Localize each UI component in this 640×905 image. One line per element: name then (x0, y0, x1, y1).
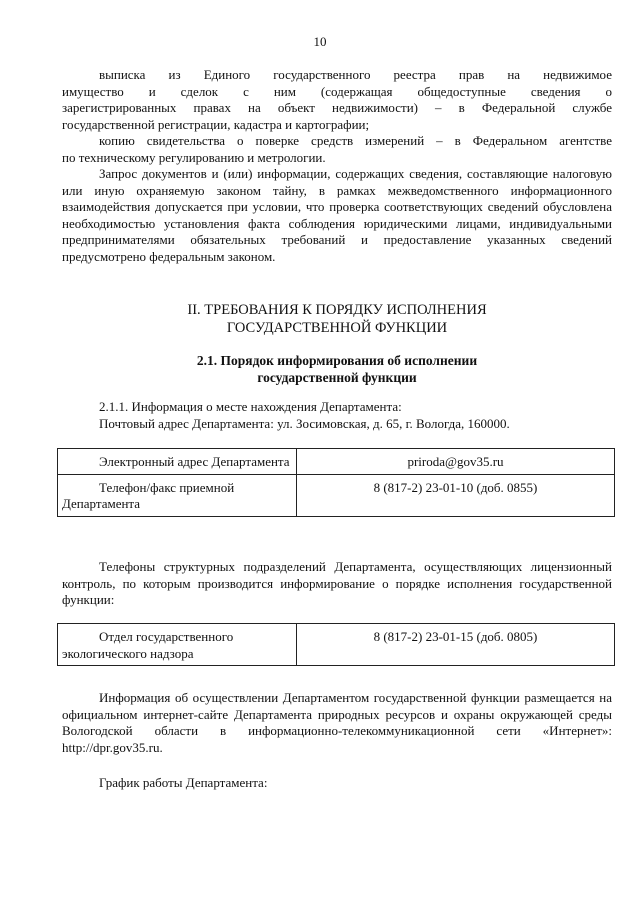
page-number: 10 (313, 34, 327, 49)
intro-line-1: выписка из Единого государственного реестра прав на недвижимое (99, 67, 612, 82)
website-paragraph: Информация об осуществлении Департаментом государственной функции размещается на официальном интернет-сайте Департамента природных ресурсов и охраны окружающей среды Вологодской области в информационно-телекоммуникационной сети «Интернет»: http://dpr.gov35.ru. (62, 690, 612, 755)
intro-block (62, 67, 612, 265)
table-row (58, 474, 615, 516)
table-row (58, 449, 615, 475)
subsection-title-line-1: 2.1. Порядок информирования об исполнении (196, 353, 478, 368)
division-value: 8 (817-2) 23-01-15 (доб. 0805) (297, 624, 615, 666)
subsection-title (62, 352, 612, 386)
location-block (62, 399, 612, 432)
section-title-line-2: ГОСУДАРСТВЕННОЙ ФУНКЦИИ (226, 320, 448, 336)
location-line-1: 2.1.1. Информация о месте нахождения Департамента: (99, 399, 402, 414)
email-value: priroda@gov35.ru (297, 449, 615, 475)
phone-fax-label: Телефон/факс приемной Департамента (58, 474, 297, 516)
location-line-2: Почтовый адрес Департамента: ул. Зосимовская, д. 65, г. Вологда, 160000. (99, 415, 510, 431)
phone-fax-value: 8 (817-2) 23-01-10 (доб. 0855) (297, 474, 615, 516)
section-title (62, 301, 612, 337)
phones-intro-paragraph: Телефоны структурных подразделений Департамента, осуществляющих лицензионный контроль, по которым производится информирование о порядке исполнения государственной функции: (62, 559, 612, 607)
intro-line-2: имущество и сделок с ним (содержащая общедоступные сведения о (62, 83, 612, 99)
intro-line-6: по техническому регулированию и метрологии. (62, 149, 326, 165)
intro-line-3: зарегистрированных правах на объект недвижимости) – в Федеральной службе (62, 100, 612, 115)
email-label: Электронный адрес Департамента (58, 449, 297, 475)
divisions-table (57, 623, 615, 666)
schedule-heading: График работы Департамента: (99, 775, 268, 790)
section-title-line-1: II. ТРЕБОВАНИЯ К ПОРЯДКУ ИСПОЛНЕНИЯ (187, 302, 487, 318)
intro-line-4: государственной регистрации, кадастра и картографии; (62, 116, 370, 132)
intro-line-5: копию свидетельства о поверке средств измерений – в Федеральном агентстве (99, 133, 612, 148)
subsection-title-line-2: государственной функции (257, 370, 417, 385)
intro-paragraph: Запрос документов и (или) информации, содержащих сведения, составляющие налоговую или иную охраняемую законом тайну, в рамках межведомственного информационного взаимодействия допускается при условии, что проверка соответствующих сведений обусловлена необходимостью установления факта соблюдения юридическими лицами, индивидуальными предпринимателями обязательных требований и предоставление указанных сведений предусмотрено федеральным законом. (62, 166, 612, 264)
contacts-table (57, 448, 615, 517)
division-label: Отдел государственного экологического надзора (58, 624, 297, 666)
table-row (58, 624, 615, 666)
